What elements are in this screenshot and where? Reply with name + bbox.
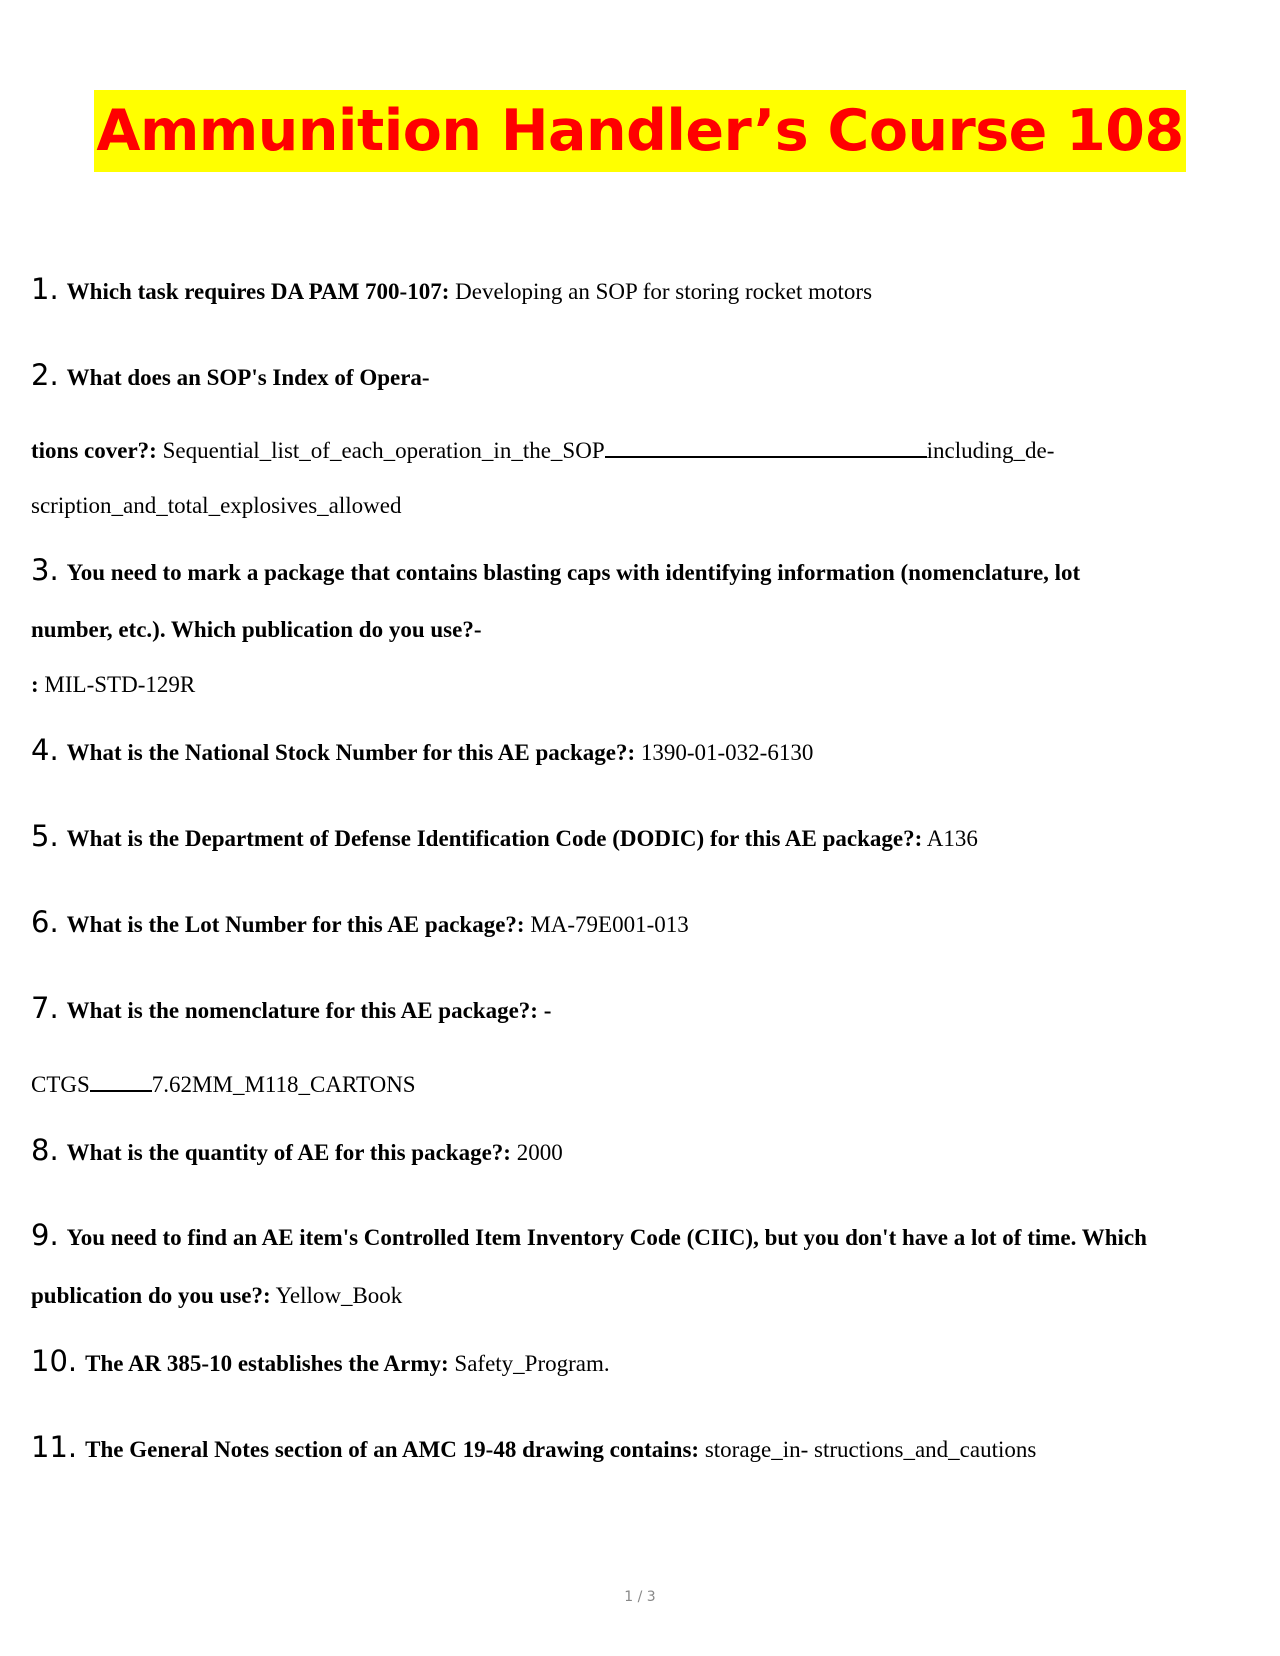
question-number: 6. [31, 905, 59, 939]
answer-text: 1390-01-032-6130 [640, 740, 814, 765]
answer-text: Sequential_list_of_each_operation_in_the_SOP [162, 438, 605, 463]
question-text: What is the National Stock Number for this AE package?: [66, 740, 636, 765]
question-text: You need to find an AE item's Controlled Item Inventory Code (CIIC), but you don't have a lot of time. Which [66, 1225, 1147, 1250]
answer-text: Safety_Program. [454, 1351, 610, 1376]
answer-text: CTGS [31, 1072, 90, 1097]
answer-text: MIL-STD-129R [44, 672, 196, 697]
question-6 [31, 905, 689, 939]
answer-text: including_de- [926, 438, 1055, 463]
question-text: What is the Lot Number for this AE package?: [66, 912, 525, 937]
question-number: 2. [31, 358, 59, 392]
answer-text: Developing an SOP for storing rocket motors [455, 279, 873, 304]
answer-text: scription_and_total_explosives_allowed [31, 493, 402, 518]
question-3-continued [31, 617, 482, 643]
question-5 [31, 819, 978, 853]
question-10 [31, 1344, 610, 1378]
question-1 [31, 272, 872, 306]
answer-text: A136 [926, 826, 978, 851]
question-text: number, etc.). Which publication do you use?- [31, 617, 482, 642]
answer-blank [90, 1088, 152, 1092]
question-number: 4. [31, 733, 59, 767]
question-3-answer [31, 672, 195, 698]
question-text: You need to mark a package that contains blasting caps with identifying information (nomenclature, lot [66, 560, 1081, 585]
question-9-continued [31, 1283, 402, 1309]
title-container [0, 90, 1280, 172]
question-2-answer [31, 493, 401, 519]
page-title: Ammunition Handler’s Course 108 [94, 90, 1185, 172]
question-number: 5. [31, 819, 59, 853]
question-9 [31, 1218, 1147, 1252]
question-4 [31, 733, 813, 767]
question-number: 7. [31, 991, 59, 1025]
question-3 [31, 553, 1080, 587]
question-text: The AR 385-10 establishes the Army: [85, 1351, 449, 1376]
question-2 [31, 358, 430, 392]
question-number: 3. [31, 553, 59, 587]
question-2-continued [31, 438, 1054, 464]
question-text: What is the nomenclature for this AE package?: - [66, 998, 552, 1023]
answer-text: 7.62MM_M118_CARTONS [151, 1072, 416, 1097]
answer-text: 2000 [516, 1140, 563, 1165]
answer-text: storage_in- structions_and_cautions [704, 1437, 1037, 1462]
question-8 [31, 1133, 563, 1167]
question-text: What is the quantity of AE for this package?: [66, 1140, 511, 1165]
question-text: The General Notes section of an AMC 19-48 drawing contains: [85, 1437, 700, 1462]
question-text: publication do you use?: [31, 1283, 271, 1308]
answer-text: Yellow_Book [275, 1283, 403, 1308]
question-11 [31, 1430, 1036, 1464]
question-text: What does an SOP's Index of Opera- [66, 365, 430, 390]
question-text: Which task requires DA PAM 700-107: [66, 279, 450, 304]
question-number: 10. [31, 1344, 78, 1378]
answer-text: MA-79E001-013 [530, 912, 689, 937]
question-text: What is the Department of Defense Identification Code (DODIC) for this AE package?: [66, 826, 923, 851]
answer-blank [605, 454, 927, 458]
answer-separator: : [31, 672, 39, 697]
question-number: 11. [31, 1430, 78, 1464]
question-number: 9. [31, 1218, 59, 1252]
question-7-answer [31, 1072, 416, 1098]
page-number: 1 / 3 [624, 1589, 656, 1605]
question-text: tions cover?: [31, 438, 157, 463]
question-number: 1. [31, 272, 59, 306]
question-7 [31, 991, 551, 1025]
question-number: 8. [31, 1133, 59, 1167]
